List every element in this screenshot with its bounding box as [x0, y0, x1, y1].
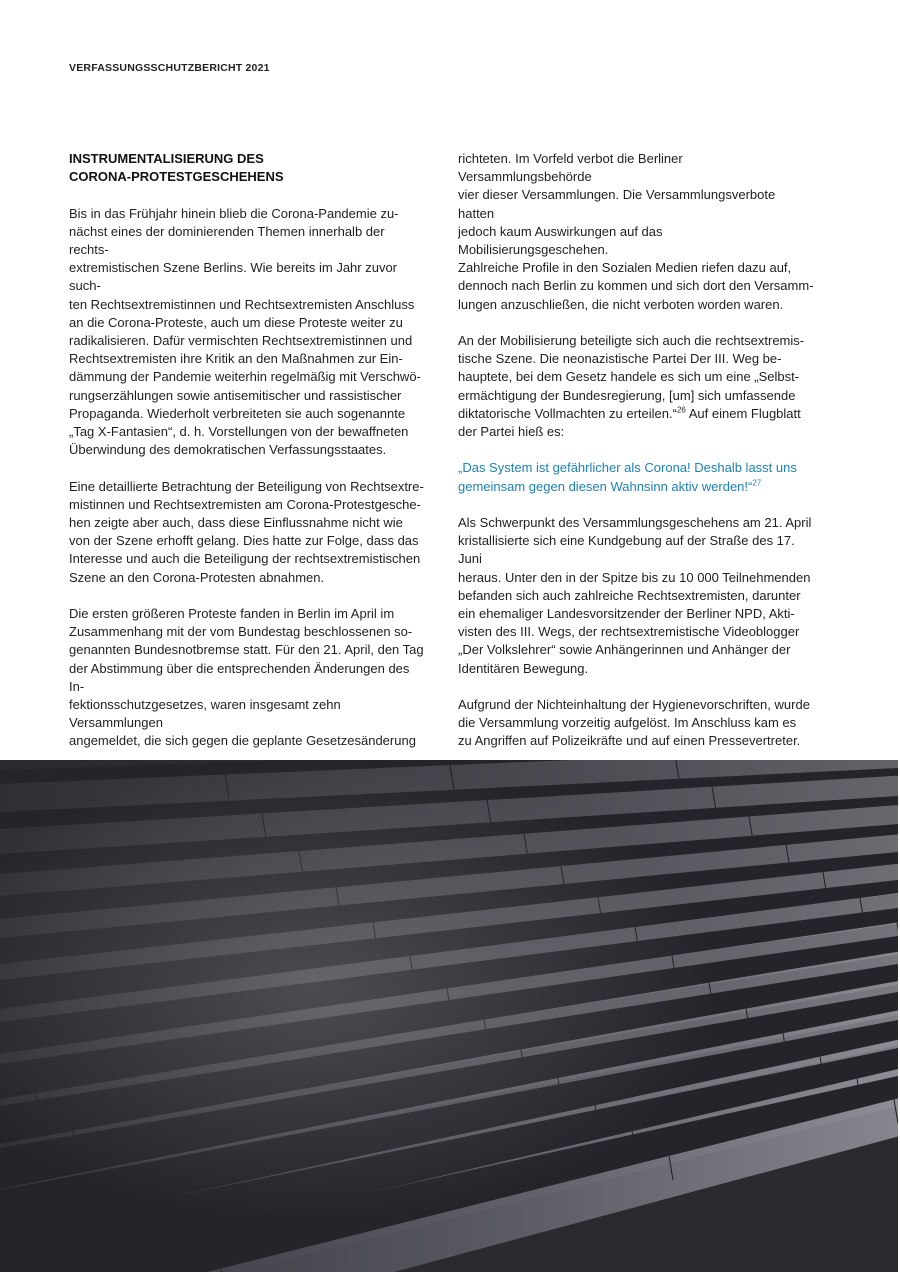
running-header: VERFASSUNGSSCHUTZBERICHT 2021 — [69, 62, 270, 74]
footnote-27: 27 — [752, 478, 762, 488]
quote-text: „Das System ist gefährlicher als Corona! Deshalb lasst uns gemeinsam gegen diesen Wahnsinn aktiv werden!“ — [458, 460, 797, 494]
paragraph-mobilisation — [458, 332, 814, 441]
paragraph-rally: Als Schwerpunkt des Versammlungsgeschehens am 21. April kristallisierte sich eine Kundgebung auf der Straße des 17. Juni heraus. Unter den in der Spitze bis zu 10 000 Teilnehmenden befanden sich auch zahlreiche Rechtsextremisten, darunter ein ehemaliger Landesvorsitzender der Berliner NPD, Akti- visten des III. Wegs, der rechtsextremistische Videoblogger „Der Volkslehrer“ sowie Anhängerinnen und Anhänger der Identitären Bewegung. — [458, 515, 812, 676]
footnote-26: 26 — [676, 405, 686, 415]
paragraph-first-protests: Die ersten größeren Proteste fanden in Berlin im April im Zusammenhang mit der vom Bundestag beschlossenen so- genannten Bundesnotbremse statt. Für den 21. April, den Tag der Abstimmung über die entsprechenden Änderungen des In- fektionsschutzgesetzes, waren insgesamt zehn Versammlungen angemeldet, die sich gegen die geplante Gesetzesänderung — [69, 606, 424, 749]
mobilisation-continuation: Auf einem Flugblatt der Partei hieß es: — [458, 405, 801, 440]
mobilisation-text: An der Mobilisierung beteiligte sich auch die rechtsextremis- tische Szene. Die neonazistische Partei Der III. Weg be- hauptete, bei dem Gesetz handele es sich um eine „Selbst- ermächtigung der Bundesregierung, [um] sich umfassende diktatorische Vollmachten zu erteilen.“ — [458, 333, 805, 421]
stairs-illustration — [0, 760, 898, 1272]
right-column — [458, 150, 814, 751]
paragraph-pandemic: Bis in das Frühjahr hinein blieb die Corona-Pandemie zu- nächst eines der dominierenden Themen innerhalb der rechts- extremistischen Szene Berlins. Wie bereits im Jahr zuvor such- ten Rechtsextremistinnen und Rechtsextremisten Anschluss an die Corona-Proteste, auch um diese Proteste weiter zu radikalisieren. Dafür vermischten Rechtsextremistinnen und Rechtsextremisten ihre Kritik an den Maßnahmen zur Ein- dämmung der Pandemie weiterhin regelmäßig mit Verschwö- rungserzählungen sowie antisemitischer und rassistischer Propaganda. Wiederholt verbreiteten sie auch sogenannte „Tag X-Fantasien“, d. h. Vorstellungen von der bewaffneten Überwindung des demokratischen Verfassungsstaates. — [69, 205, 421, 458]
stairs-photo — [0, 760, 898, 1272]
section-heading: INSTRUMENTALISIERUNG DES CORONA-PROTESTGESCHEHENS — [69, 151, 284, 185]
paragraph-ban: richteten. Im Vorfeld verbot die Berliner Versammlungsbehörde vier dieser Versammlungen. Die Versammlungsverbote hatten jedoch kaum Auswirkungen auf das Mobilisierungsgeschehen. Zahlreiche Profile in den Sozialen Medien riefen dazu auf, dennoch nach Berlin zu kommen und sich dort den Versamm- lungen anzuschließen, die nicht verboten worden waren. — [458, 151, 814, 312]
paragraph-involvement: Eine detaillierte Betrachtung der Beteiligung von Rechtsextre- mistinnen und Rechtsextremisten am Corona-Protestgesche- hen zeigte aber auch, dass diese Einflussnahme nicht wie von der Szene erhofft gelang. Dies hatte zur Folge, dass das Interesse und auch die Beteiligung der rechtsextremistischen Szene an den Corona-Protesten abnahmen. — [69, 478, 424, 585]
left-column — [69, 150, 425, 751]
paragraph-dissolution: Aufgrund der Nichteinhaltung der Hygienevorschriften, wurde die Versammlung vorzeitig aufgelöst. Im Anschluss kam es zu Angriffen auf Polizeikräfte und auf einen Pressevertreter. — [458, 697, 810, 749]
flyer-quote — [458, 459, 814, 495]
